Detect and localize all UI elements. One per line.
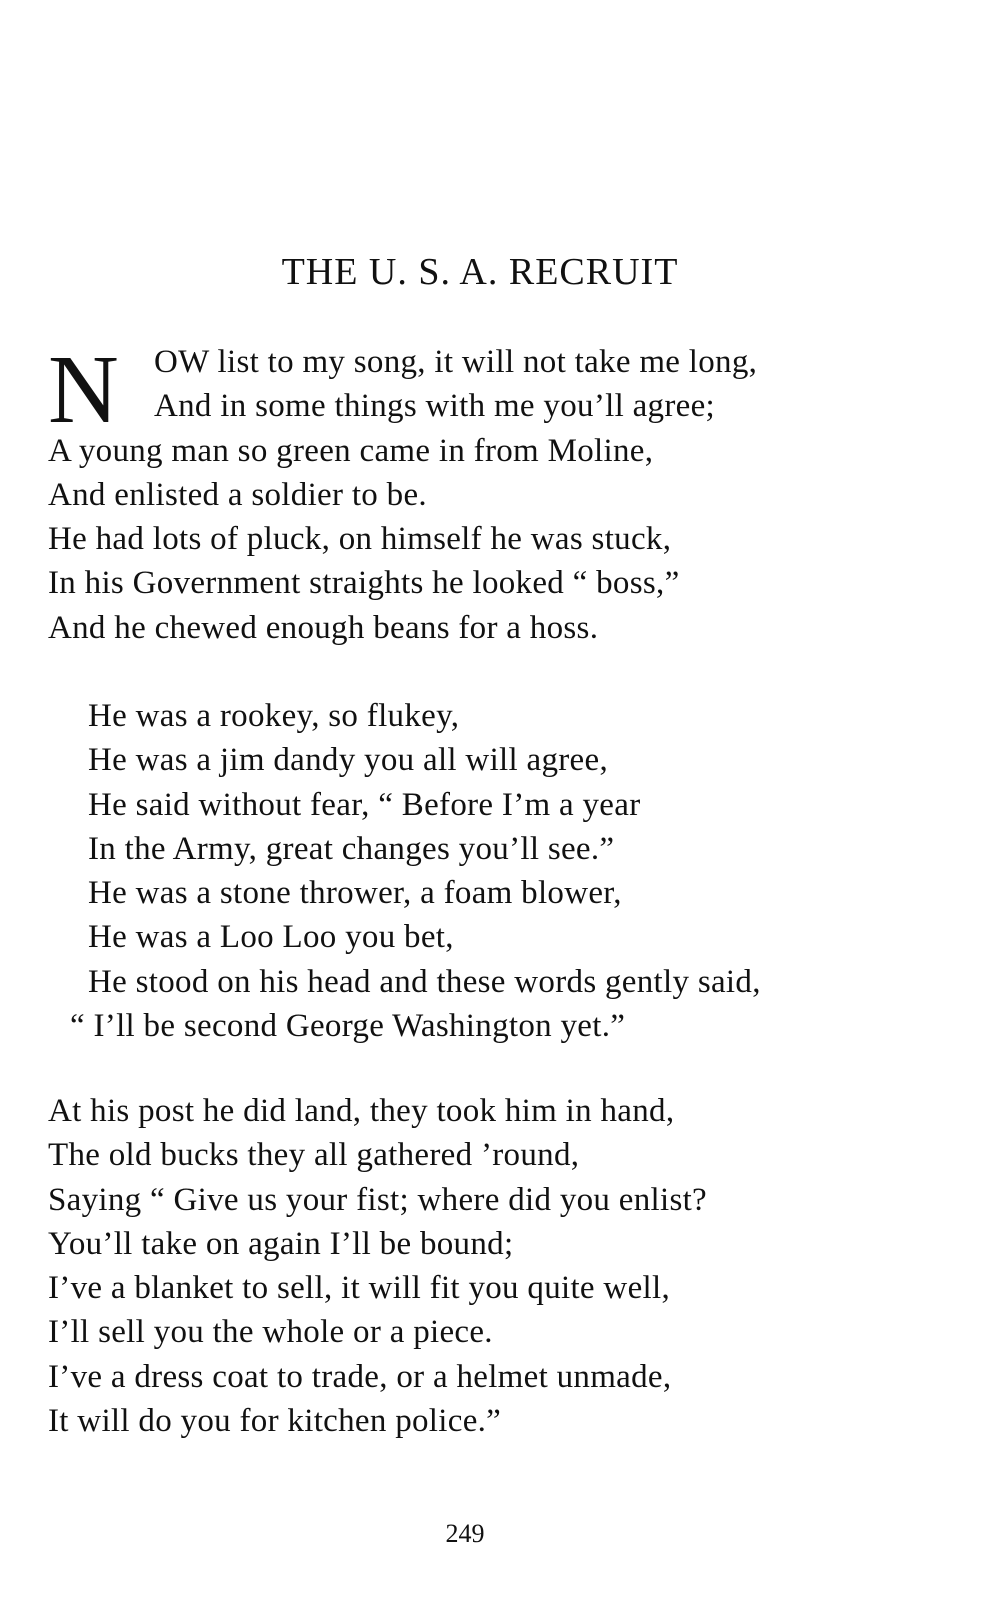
chorus-line: He said without fear, “ Before I’m a year (88, 786, 641, 823)
verse-line: It will do you for kitchen police.” (48, 1403, 502, 1440)
verse-line: And enlisted a soldier to be. (48, 476, 427, 513)
chorus-line: He stood on his head and these words gently said, (88, 963, 761, 1000)
chorus (70, 694, 1000, 1048)
verse-line: The old bucks they all gathered ’round, (48, 1137, 580, 1174)
verse-line: I’ve a dress coat to trade, or a helmet unmade, (48, 1358, 672, 1395)
verse-line: At his post he did land, they took him in hand, (48, 1093, 675, 1129)
page-number: 249 (445, 1519, 485, 1548)
verse-line: He had lots of pluck, on himself he was stuck, (48, 521, 672, 558)
chorus-line: He was a rookey, so flukey, (88, 698, 460, 734)
chorus-line: He was a Loo Loo you bet, (88, 919, 454, 956)
chorus-line: He was a stone thrower, a foam blower, (88, 875, 622, 912)
chorus-line: In the Army, great changes you’ll see.” (88, 830, 615, 867)
chorus-line: He was a jim dandy you all will agree, (88, 742, 608, 779)
verse-1 (48, 336, 968, 650)
drop-cap: N (48, 336, 120, 444)
verse-line: In his Government straights he looked “ boss,” (48, 565, 680, 602)
verse-line: You’ll take on again I’ll be bound; (48, 1225, 514, 1262)
verse-line: A young man so green came in from Moline, (48, 432, 654, 469)
chorus-line: “ I’ll be second George Washington yet.” (70, 1008, 626, 1045)
verse-line: I’ve a blanket to sell, it will fit you quite well, (48, 1270, 670, 1307)
verse-line: And he chewed enough beans for a hoss. (48, 609, 599, 646)
verse-2 (48, 1089, 968, 1443)
verse-line: I’ll sell you the whole or a piece. (48, 1314, 493, 1351)
poem-title: THE U. S. A. RECRUIT (281, 251, 679, 293)
verse-line: Saying “ Give us your fist; where did you enlist? (48, 1181, 708, 1218)
verse-line: And in some things with me you’ll agree; (154, 388, 715, 425)
verse-line: OW list to my song, it will not take me long, (154, 344, 758, 380)
